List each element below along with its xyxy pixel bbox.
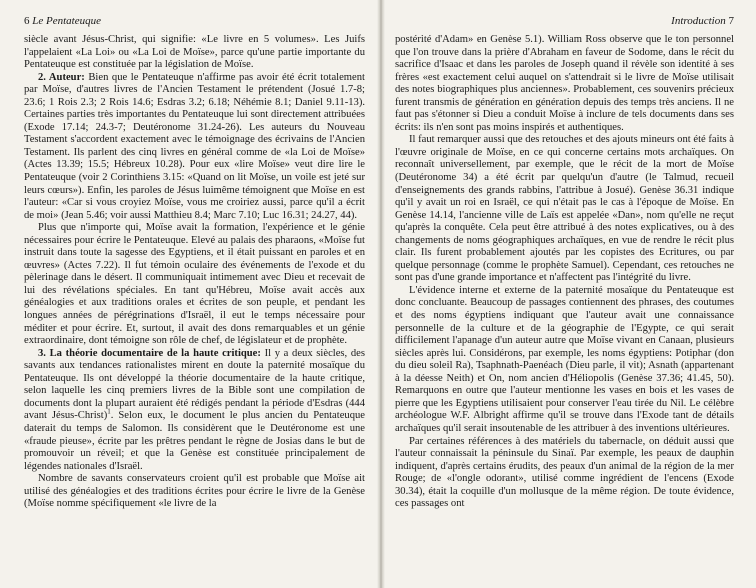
paragraph	[24, 72, 365, 223]
paragraph: Nombre de savants conservateurs croient qu'il est probable que Moïse ait utilisé des généalogies et des traditions écrites pour écrire le livre de la Genèse (Moïse nomme spécifiquement «le livre de la	[24, 473, 365, 510]
section-heading: 2. Auteur:	[38, 71, 85, 83]
right-page-number: 7	[728, 15, 734, 27]
paragraph: Plus que n'importe qui, Moïse avait la formation, l'expérience et le génie nécessaires pour écrire le Pentateuque. Elevé au palais des pharaons, «Moïse fut instruit dans toute la sagesse des Egyptiens, et il était puissant en paroles et en œuvres» (Actes 7.22). Il fut témoin oculaire des événements de l'exode et du pèlerinage dans le désert. Il communiquait intimement avec Dieu et recevait de lui des révélations spéciales. En tant qu'Hébreu, Moïse avait accès aux généalogies et aux traditions orales et écrites de son peuple, et pendant les longues années de pérégrinations d'Israël, il eut le temps nécessaire pour méditer et pour écrire. Et, surtout, il avait des dons remarquables et un génie extraordinaire, dont témoigne son rôle de chef, de législateur et de prophète.	[24, 222, 365, 347]
paragraph-text: . Selon eux, le document le plus ancien du Pentateuque daterait du temps de Salomon. Ils considèrent que le Deutéronome est une «fraude pieuse», écrite par les prêtres pendant le règne de Josias dans le but de promouvoir un réveil; et que la Genèse est constituée principalement de légendes nationales d'Israël.	[24, 410, 365, 472]
paragraph-text: Il y a deux siècles, des savants aux tendances rationalistes mirent en doute la paternité mosaïque du Pentateuque. Ils ont développé la théorie documentaire de la haute critique, selon laquelle les cinq premiers livres de la Bible sont une compilation de documents dont la plupart auraient été rédigés pendant la période d'Esdras (444 avant Jésus-Christ)	[24, 347, 365, 422]
left-page-number: 6	[24, 15, 30, 27]
left-running-title: Le Pentateuque	[32, 15, 101, 27]
paragraph: L'évidence interne et externe de la paternité mosaïque du Pentateuque est donc concluante. Beaucoup de passages contiennent des phrases, des coutumes et des noms égyptiens indiquant que l'auteur avait une connaissance personnelle de la culture et de la géographie de l'Egypte, ce qui serait difficilement l'apanage d'un auteur autre que Moïse vivant en Canaan, plusieurs siècles après lui. Considérons, par exemple, les noms égyptiens: Potiphar (don du dieu soleil Ra), Tsaphnath-Paenéach (Dieu parle, il vit); Asnath (appartenant à la déesse Neith) et On, nom ancien d'Héliopolis (Genèse 37.36; 41.45, 50). Remarquons en outre que l'auteur mentionne les vases en bois et les vases de pierre que les Egyptiens utilisaient pour conserver l'eau tirée du Nil. Le célèbre archéologue W.F. Albright affirme qu'il se trouve dans l'Exode tant de détails archaïques qu'il serait insoutenable de les attribuer à des inventions ultérieures.	[395, 284, 734, 434]
paragraph: Par certaines références à des matériels du tabernacle, on déduit aussi que l'auteur connaissait la péninsule du Sinaï. Par exemple, les peaux de dauphin indiquent, d'après certains érudits, des peaux d'un animal de la région de la mer Rouge; de «l'ongle odorant», utilisé comme ingrédient de l'encens (Exode 30.34), était la coquille d'un mollusque de la même région. De toute évidence, ces passages ont	[395, 435, 734, 510]
paragraph: postérité d'Adam» en Genèse 5.1). William Ross observe que le ton personnel que l'on trouve dans la prière d'Abraham en faveur de Sodome, dans le récit du sacrifice d'Isaac et dans les paroles de Joseph quand il révèle son identité à ses frères «est exactement celui auquel on s'attendrait si le livre de Moïse utilisait des notes biographiques plus anciennes». Probablement, ces souvenirs précieux furent transmis de génération en génération depuis des temps très anciens. Il ne faut pas s'étonner si Dieu a conduit Moïse à inclure de tels documents dans ses écrits: ils n'en sont pas moins inspirés et authentiques.	[395, 34, 734, 133]
paragraph: siècle avant Jésus-Christ, qui signifie: «Le livre en 5 volumes». Les Juifs l'appelaient «La Loi» ou «La Loi de Moïse», parce qu'une partie importante du Pentateuque est constituée par la législation de Moïse.	[24, 34, 365, 71]
paragraph	[24, 348, 365, 473]
footnote-marker: 1	[107, 407, 111, 416]
section-heading: 3. La théorie documentaire de la haute critique:	[38, 347, 261, 359]
paragraph: Il faut remarquer aussi que des retouches et des ajouts mineurs ont été faits à l'œuvre originale de Moïse, en ce qui concerne certains mots archaïques. On reconnaît universellement, par exemple, que le récit de la mort de Moïse (Deutéronome 34) a été écrit par quelqu'un d'autre (le Talmud, recueil d'enseignements des grands rabbins, l'attribue à Josué). Genèse 36.31 indique qu'il y avait un roi en Israël, ce qui n'était pas le cas à l'époque de Moïse. En Genèse 14.14, l'ancienne ville de Laïs est appelée «Dan», nom qu'elle ne reçut qu'après la conquête. Cela peut être attribué à des notes explicatives, ou à des changements de noms géographiques archaïques, en vue de rendre le récit plus clair. Ils furent probablement ajoutés par les copistes des Ecritures, ou par quelque personnage (comme le prophète Samuel). Cependant, ces retouches ne sont pas d'une grande importance et n'affectent pas l'intégrité du livre.	[395, 134, 734, 284]
right-page-header	[395, 14, 734, 28]
left-page-header	[24, 14, 365, 28]
right-running-title: Introduction	[671, 15, 726, 27]
paragraph-text: Bien que le Pentateuque n'affirme pas avoir été écrit totalement par Moïse, d'autres livres de l'Ancien Testament le prétendent (Josué 1.7-8; 23.6; 1 Rois 2.3; 2 Rois 14.6; Esdras 3.2; 6.18; Néhémie 8.1; Daniel 9.11-13). Certaines parties très importantes du Pentateuque lui sont directement attribuées (Exode 17.14; 24.3-7; Deutéronome 31.24-26). Les auteurs du Nouveau Testament s'accordent exactement avec le témoignage des écrivains de l'Ancien Testament. Ils parlent des cinq livres en général comme de «la Loi de Moïse» (Actes 13.39; 15.5; Hébreux 10.28). Pour eux «lire Moïse» veut dire lire le Pentateuque (voir 2 Corinthiens 3.15: «Quand on lit Moïse, un voile est jeté sur leurs cœurs»). Enfin, les paroles de Jésus luimême témoignent que Moïse en est l'auteur: «Car si vous croyiez Moïse, vous me croiriez aussi, parce qu'il a écrit de moi» (Jean 5.46; voir aussi Matthieu 8.4; Marc 7.10; Luc 16.31; 24.27, 44).	[24, 71, 365, 221]
right-page	[383, 0, 756, 588]
